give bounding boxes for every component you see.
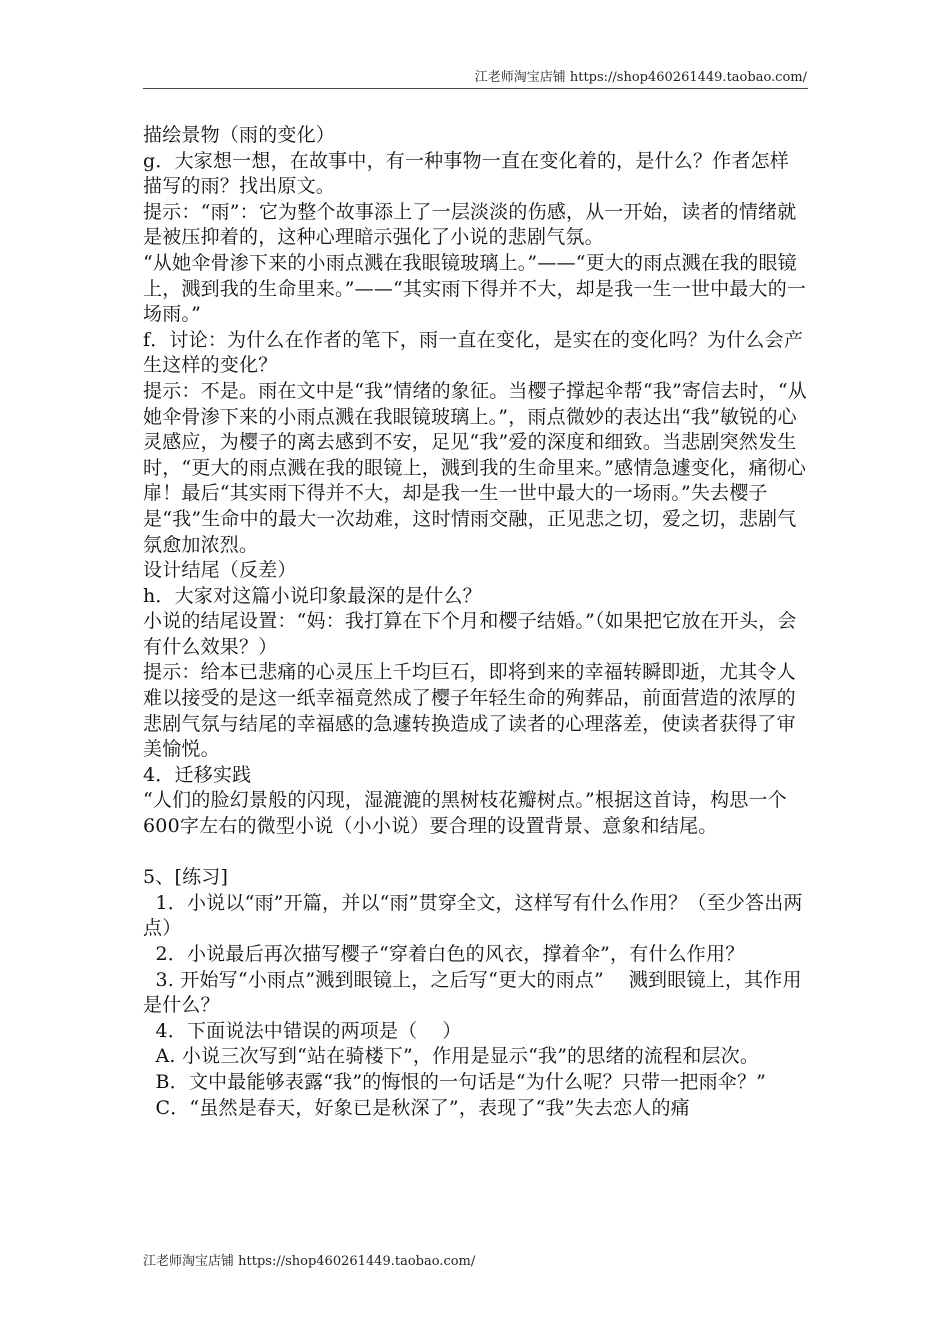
header-divider bbox=[143, 88, 808, 89]
question-g: g．大家想一想，在故事中，有一种事物一直在变化着的，是什么？作者怎样描写的雨？找出原文。 bbox=[143, 149, 789, 198]
exercise-heading: 5、[练习] bbox=[143, 866, 229, 889]
page-footer: 江老师淘宝店铺 https://shop460261449.taobao.com/ bbox=[143, 1254, 476, 1269]
document-body bbox=[143, 123, 808, 1121]
hint-paragraph: 提示：“雨”：它为整个故事添上了一层淡淡的伤感，从一开始，读者的情绪就是被压抑着的，这种心理暗示强化了小说的悲剧气氛。 bbox=[143, 200, 797, 249]
page-header: 江老师淘宝店铺 https://shop460261449.taobao.com/ bbox=[474, 70, 807, 85]
practice-paragraph: “人们的脸幻景般的闪现，湿漉漉的黑树枝花瓣树点。”根据这首诗，构思一个600字左右的微型小说（小小说）要合理的设置背景、意象和结尾。 bbox=[143, 789, 787, 838]
question-f: f．讨论：为什么在作者的笔下，雨一直在变化，是实在的变化吗？为什么会产生这样的变化？ bbox=[143, 328, 804, 377]
option-item: A. 小说三次写到“站在骑楼下”，作用是显示“我”的思绪的流程和层次。 bbox=[143, 1045, 760, 1068]
hint-paragraph: 提示：不是。雨在文中是“我”情绪的象征。当樱子撑起伞帮“我”寄信去时，“从她伞骨渗下来的小雨点溅在我眼镜玻璃上。”，雨点微妙的表达出“我”敏锐的心灵感应，为樱子的离去感到不安，足见“我”爱的深度和细致。当悲剧突然发生时，“更大的雨点溅在我的眼镜上，溅到我的生命里来。”感情急遽变化，痛彻心扉！最后“其实雨下得并不大，却是我一生一世中最大的一场雨。”失去樱子是“我”生命中的最大一次劫难，这时情雨交融，正见悲之切，爱之切，悲剧气氛愈加浓烈。 bbox=[143, 379, 807, 556]
quote-paragraph: “从她伞骨渗下来的小雨点溅在我眼镜玻璃上。”——“更大的雨点溅在我的眼镜上，溅到我的生命里来。”——“其实雨下得并不大，却是我一生一世中最大的一场雨。” bbox=[143, 251, 807, 326]
exercise-item: 1．小说以“雨”开篇，并以“雨”贯穿全文，这样写有什么作用？（至少答出两点） bbox=[143, 891, 803, 940]
question-h: h．大家对这篇小说印象最深的是什么？ bbox=[143, 584, 482, 607]
option-item: C．“虽然是春天，好象已是秋深了”，表现了“我”失去恋人的痛 bbox=[143, 1096, 690, 1119]
section-heading: 4．迁移实践 bbox=[143, 763, 252, 786]
option-item: B．文中最能够表露“我”的悔恨的一句话是“为什么呢？只带一把雨伞？” bbox=[143, 1070, 767, 1093]
exercise-item: 4．下面说法中错误的两项是（ ） bbox=[143, 1019, 462, 1042]
exercise-item: 2．小说最后再次描写樱子“穿着白色的风衣，撑着伞”，有什么作用？ bbox=[143, 943, 745, 965]
section-heading: 描绘景物（雨的变化） bbox=[143, 124, 336, 146]
exercise-item: 3. 开始写“小雨点”溅到眼镜上，之后写“更大的雨点” 溅到眼镜上，其作用是什么？ bbox=[143, 968, 802, 1017]
section-heading: 设计结尾（反差） bbox=[143, 559, 297, 582]
hint-paragraph: 提示：给本已悲痛的心灵压上千均巨石，即将到来的幸福转瞬即逝，尤其令人难以接受的是这一纸幸福竟然成了樱子年轻生命的殉葬品，前面营造的浓厚的悲剧气氛与结尾的幸福感的急遽转换造成了读者的心理落差，使读者获得了审美愉悦。 bbox=[143, 661, 796, 761]
blank-line bbox=[143, 840, 808, 866]
ending-paragraph: 小说的结尾设置：“妈：我打算在下个月和樱子结婚。”（如果把它放在开头，会有什么效果？） bbox=[143, 610, 797, 658]
